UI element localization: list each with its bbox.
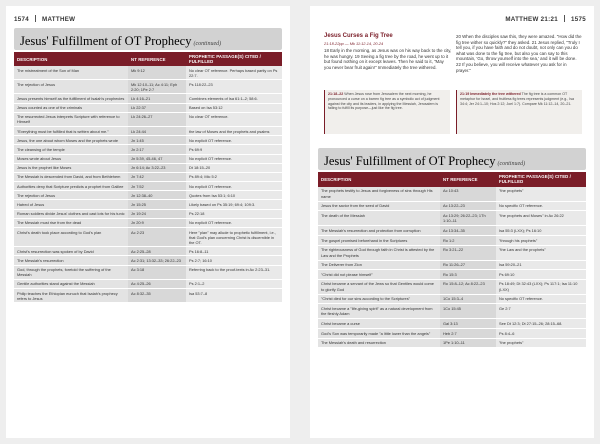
table-row (14, 112, 282, 126)
cell-nt-reference: Ro 15:8–12; Ac 8:22–23 (440, 279, 496, 294)
table-row (14, 126, 282, 135)
cell-prophetic-passage: Ps 8:4–6 (496, 328, 586, 338)
cell-nt-reference: Mk 12:10–11; Ac 4:11; Eph 2:20; 1Pe 2:7 (128, 80, 186, 94)
cell-nt-reference: Jn 19:24 (128, 209, 186, 218)
cell-nt-reference: Lk 24:44 (128, 126, 186, 135)
study-note-1 (324, 90, 450, 134)
table-row (14, 80, 282, 94)
left-table-title: Jesus' Fulfillment of OT Prophecy (20, 34, 192, 48)
cell-prophetic-passage: No explicit OT reference. (186, 154, 282, 163)
table-row (318, 270, 586, 280)
cell-nt-reference: Lk 22:37 (128, 103, 186, 112)
right-page (310, 6, 594, 438)
cell-nt-reference: Ac 13:34–35 (440, 226, 496, 236)
cell-prophetic-passage: the law of Moses and the prophets and psalms (186, 126, 282, 135)
cell-description: The Messiah must rise from the dead (14, 218, 128, 227)
right-table-title-box (318, 148, 586, 170)
cell-prophetic-passage: Isa 53:7–8 (186, 288, 282, 302)
cell-description: Christ's death took place according to God's plan (14, 228, 128, 247)
cell-prophetic-passage: Isa 59:20–21 (496, 260, 586, 270)
cell-prophetic-passage: No explicit OT reference. (186, 182, 282, 191)
study-note-2-ref: 21:19 Immediately the tree withered (460, 92, 521, 96)
cell-description: Philip teaches the Ethiopian eunuch that Isaiah's prophecy refers to Jesus (14, 288, 128, 302)
running-head-divider (35, 15, 36, 22)
right-table-title: Jesus' Fulfillment of OT Prophecy (324, 154, 496, 168)
cell-prophetic-passage: Ps 69:9 (186, 145, 282, 154)
table-row (318, 245, 586, 260)
cell-nt-reference: Ro 1:2 (440, 236, 496, 246)
cell-description: The resurrected Jesus interprets Scripture with reference to Himself (14, 112, 128, 126)
left-page-number: 1574 (14, 16, 29, 23)
cell-description: The Messiah's resurrection (14, 256, 128, 265)
cell-description: God, through the prophets, foretold the suffering of the Messiah (14, 265, 128, 279)
table-row (14, 154, 282, 163)
cell-nt-reference: Lk 4:16–21 (128, 94, 186, 103)
table-row (14, 247, 282, 256)
left-table-title-cont: (continued) (193, 41, 222, 47)
scripture-column-1 (324, 34, 452, 71)
cell-nt-reference: Jn 5:39, 45-46, 47 (128, 154, 186, 163)
table-row (14, 172, 282, 181)
cell-nt-reference: Ac 8:32–35 (128, 288, 186, 302)
right-prophecy-table (318, 172, 586, 348)
table-row (318, 211, 586, 226)
right-running-head (505, 15, 586, 23)
table-row (14, 182, 282, 191)
cell-description: The gospel promised beforehand in the Scriptures (318, 236, 440, 246)
cell-nt-reference: Ac 3:18 (128, 265, 186, 279)
cell-nt-reference: Ac 2:31; 13:32–33; 26:22–23 (128, 256, 186, 265)
cell-prophetic-passage: Ps 18:49; Dt 32:43 (LXX); Ps 117:1; Isa 11:10 (LXX) (496, 279, 586, 294)
header-description: DESCRIPTION (318, 172, 440, 187)
cell-description: The Messiah is descended from David, and from Bethlehem (14, 172, 128, 181)
cell-prophetic-passage: Ps 22:18 (186, 209, 282, 218)
left-running-head (14, 15, 75, 23)
cell-prophetic-passage: Likely based on Ps 35:19; 69:4; 109:3. (186, 200, 282, 209)
cell-prophetic-passage: Here "plan" may allude to prophetic fulfillment, i.e., that God's plan concerning Christ is discernible in the OT. (186, 228, 282, 247)
cell-prophetic-passage: Referring back to the proof-texts in Ac 2:23–31. (186, 265, 282, 279)
cell-prophetic-passage: Combines elements of Isa 61:1–2; 58:6. (186, 94, 282, 103)
cell-description: The prophets testify to Jesus and forgiveness of sins through His name (318, 187, 440, 202)
table-row (318, 201, 586, 211)
scripture-column-2 (456, 34, 582, 73)
cell-prophetic-passage: "the prophets" (496, 187, 586, 202)
table-row (14, 265, 282, 279)
cell-description: The Messiah's resurrection and protection from corruption (318, 226, 440, 236)
cell-prophetic-passage: "through his prophets" (496, 236, 586, 246)
cell-prophetic-passage: "the prophets and Moses" in Ac 26:22 (496, 211, 586, 226)
cell-prophetic-passage: Dt 18:15–20 (186, 163, 282, 172)
cell-description: Jesus counted as one of the criminals (14, 103, 128, 112)
table-row (14, 288, 282, 302)
cell-prophetic-passage: Ps 2:7; 16:10 (186, 256, 282, 265)
header-prophetic-passage: PROPHETIC PASSAGE(S) CITED / FULFILLED (496, 172, 586, 187)
cell-nt-reference: Ac 4:25–26 (128, 279, 186, 288)
table-header-row (318, 172, 586, 187)
cell-description: The death of the Messiah (318, 211, 440, 226)
cell-nt-reference: Ac 2:23 (128, 228, 186, 247)
cell-description: Christ's resurrection was spoken of by David (14, 247, 128, 256)
cell-description: The righteousness of God through faith in Christ is attested by the Law and the Prophets (318, 245, 440, 260)
cell-description: Gentile authorities stand against the Messiah (14, 279, 128, 288)
running-head-divider (564, 15, 565, 22)
cell-description: "Christ died for our sins according to the Scriptures" (318, 294, 440, 304)
table-row (318, 260, 586, 270)
cell-description: Jesus presents himself as the fulfillment of Isaiah's prophecies (14, 94, 128, 103)
cell-nt-reference: Mk 9:12 (128, 66, 186, 80)
parallel-passage-ref: 21:18-22pp — Mk 11:12-14, 20-24 (324, 40, 384, 46)
cell-prophetic-passage: No clear OT reference. Perhaps based partly on Ps 22:7. (186, 66, 282, 80)
cell-description: Jesus the savior from the seed of David (318, 201, 440, 211)
cell-description: God's Son was temporarily made "a little lower than the angels" (318, 328, 440, 338)
cell-prophetic-passage: Ps 89:4; Mic 5:2 (186, 172, 282, 181)
cell-description: The rejection of Jesus (14, 191, 128, 200)
cell-nt-reference: 1Co 15:45 (440, 304, 496, 319)
cell-description: The mistreatment of the Son of Man (14, 66, 128, 80)
table-row (14, 136, 282, 145)
cell-description: Jesus is the prophet like Moses (14, 163, 128, 172)
cell-prophetic-passage: Ps 69:10 (496, 270, 586, 280)
table-row (14, 163, 282, 172)
cell-nt-reference: Ac 10:43 (440, 187, 496, 202)
cell-description: "Everything must be fulfilled that is written about me." (14, 126, 128, 135)
cell-nt-reference: Jn 7:42 (128, 172, 186, 181)
cell-nt-reference: Lk 24:26–27 (128, 112, 186, 126)
table-row (318, 304, 586, 319)
cell-nt-reference: Ro 15:3 (440, 270, 496, 280)
table-row (318, 226, 586, 236)
table-row (318, 338, 586, 348)
right-chapter-ref: 21:21 (540, 16, 558, 23)
cell-description: Roman soldiers divide Jesus' clothes and cast lots for his tunic (14, 209, 128, 218)
cell-prophetic-passage: Ps 2:1–2 (186, 279, 282, 288)
table-row (14, 191, 282, 200)
cell-description: Authorities deny that Scripture predicts a prophet from Galilee (14, 182, 128, 191)
cell-nt-reference: Gal 3:13 (440, 319, 496, 329)
cell-prophetic-passage: "the Law and the prophets" (496, 245, 586, 260)
header-nt-reference: NT REFERENCE (128, 52, 186, 66)
cell-nt-reference: Jn 2:17 (128, 145, 186, 154)
cell-prophetic-passage: No clear OT reference. (186, 112, 282, 126)
cell-description: Hatred of Jesus (14, 200, 128, 209)
cell-nt-reference: Ro 11:26–27 (440, 260, 496, 270)
cell-prophetic-passage: See Dt 12:3; Dt 27:15–26; 28:15–68. (496, 319, 586, 329)
cell-prophetic-passage: No explicit OT reference. (186, 136, 282, 145)
scripture-text-2: 20 When the disciples saw this, they were amazed. "How did the fig tree wither so quickly?" they asked. 21 Jesus replied, "Truly I tell you, if you have faith and do not doubt, not only can you do what was done to the fig tree, but also you can say to this mountain, 'Go, throw yourself into the sea,' and it will be done. 22 If you believe, you will receive whatever you ask for in prayer." (456, 34, 582, 73)
table-row (318, 187, 586, 202)
cell-description: The Messiah's death and resurrection (318, 338, 440, 348)
cell-prophetic-passage: Ps 16:8–11 (186, 247, 282, 256)
cell-nt-reference: Jn 7:52 (128, 182, 186, 191)
cell-prophetic-passage: No specific OT reference. (496, 201, 586, 211)
cell-prophetic-passage: No specific OT reference. (496, 294, 586, 304)
cell-prophetic-passage: Ge 2:7 (496, 304, 586, 319)
cell-prophetic-passage: Based on Isa 53:12 (186, 103, 282, 112)
table-row (318, 319, 586, 329)
left-book-name: MATTHEW (42, 16, 76, 23)
cell-description: Moses wrote about Jesus (14, 154, 128, 163)
table-row (318, 328, 586, 338)
table-row (14, 256, 282, 265)
table-row (14, 66, 282, 80)
study-note-1-text: When Jesus rose from Jerusalem the next morning, he pronounced a curse on a barren fig tree as a symbolic act of judgment against the city and its leaders, in applying the Messiah, Jerusalem is failing to fulfill its purpose—just like the fig tree. (328, 92, 440, 111)
table-row (318, 294, 586, 304)
table-row (14, 218, 282, 227)
table-row (14, 228, 282, 247)
table-row (14, 200, 282, 209)
table-header-row (14, 52, 282, 66)
cell-description: "Christ did not please himself" (318, 270, 440, 280)
cell-description: The rejection of Jesus (14, 80, 128, 94)
table-row (14, 145, 282, 154)
cell-nt-reference: Ro 3:21–22 (440, 245, 496, 260)
cell-nt-reference: Jn 12:38–40 (128, 191, 186, 200)
cell-description: Christ became a curse (318, 319, 440, 329)
table-row (318, 279, 586, 294)
left-table-title-box (14, 28, 282, 50)
table-row (14, 103, 282, 112)
cell-prophetic-passage: Quotes from Isa 53:1; 6:10 (186, 191, 282, 200)
study-note-1-ref: 21:18–22 (328, 92, 344, 96)
header-description: DESCRIPTION (14, 52, 128, 66)
cell-nt-reference: Jn 20:9 (128, 218, 186, 227)
cell-nt-reference: 1Pe 1:10–11 (440, 338, 496, 348)
study-note-2 (456, 90, 582, 134)
header-prophetic-passage: PROPHETIC PASSAGE(S) CITED / FULFILLED (186, 52, 282, 66)
cell-prophetic-passage: No explicit OT reference. (186, 218, 282, 227)
cell-description: The Deliverer from Zion (318, 260, 440, 270)
scripture-text-1: 18 Early in the morning, as Jesus was on his way back to the city, he was hungry. 19 Seeing a fig tree by the road, he went up to it but found nothing on it except leaves. Then he said to it, "May you never bear fruit again!" Immediately the tree withered. (324, 48, 452, 70)
header-nt-reference: NT REFERENCE (440, 172, 496, 187)
right-table-title-cont: (continued) (497, 161, 526, 167)
cell-prophetic-passage: "the prophets" (496, 338, 586, 348)
cell-nt-reference: Ac 13:22–23 (440, 201, 496, 211)
right-page-number: 1575 (571, 16, 586, 23)
table-row (14, 279, 282, 288)
left-prophecy-table (14, 52, 282, 303)
right-book-name: MATTHEW (505, 16, 539, 23)
cell-nt-reference: 1Co 15:3–4 (440, 294, 496, 304)
cell-nt-reference: Heb 2:7 (440, 328, 496, 338)
study-note-2-text: The fig tree is a common OT metaphor for Israel, and fruitless fig trees represents judgment (e.g., Isa 34:4; Jer 24:1–10; Hos 2:12; Joel 1:7). Compare Mk 11:12–14, 20–21. (460, 92, 575, 106)
cell-nt-reference: Jn 15:25 (128, 200, 186, 209)
table-row (14, 209, 282, 218)
cell-description: Christ became a "life-giving spirit" as a natural development from the fleshly Adam (318, 304, 440, 319)
table-row (14, 94, 282, 103)
section-heading: Jesus Curses a Fig Tree (324, 33, 393, 39)
cell-prophetic-passage: Isa 55:3 (LXX); Ps 16:10 (496, 226, 586, 236)
cell-description: Jesus, the one about whom Moses and the prophets wrote (14, 136, 128, 145)
cell-description: Christ became a servant of the Jews so that Gentiles would come to glorify God (318, 279, 440, 294)
cell-description: The cleansing of the temple (14, 145, 128, 154)
cell-nt-reference: Ac 2:25–28 (128, 247, 186, 256)
cell-nt-reference: Ac 13:29; 26:22–23; 1Th 1:10–11 (440, 211, 496, 226)
left-page (6, 6, 290, 438)
table-row (318, 236, 586, 246)
cell-nt-reference: Jn 1:45 (128, 136, 186, 145)
cell-nt-reference: Jn 6:14; Ac 3:22–23 (128, 163, 186, 172)
cell-prophetic-passage: Ps 118:22–23 (186, 80, 282, 94)
